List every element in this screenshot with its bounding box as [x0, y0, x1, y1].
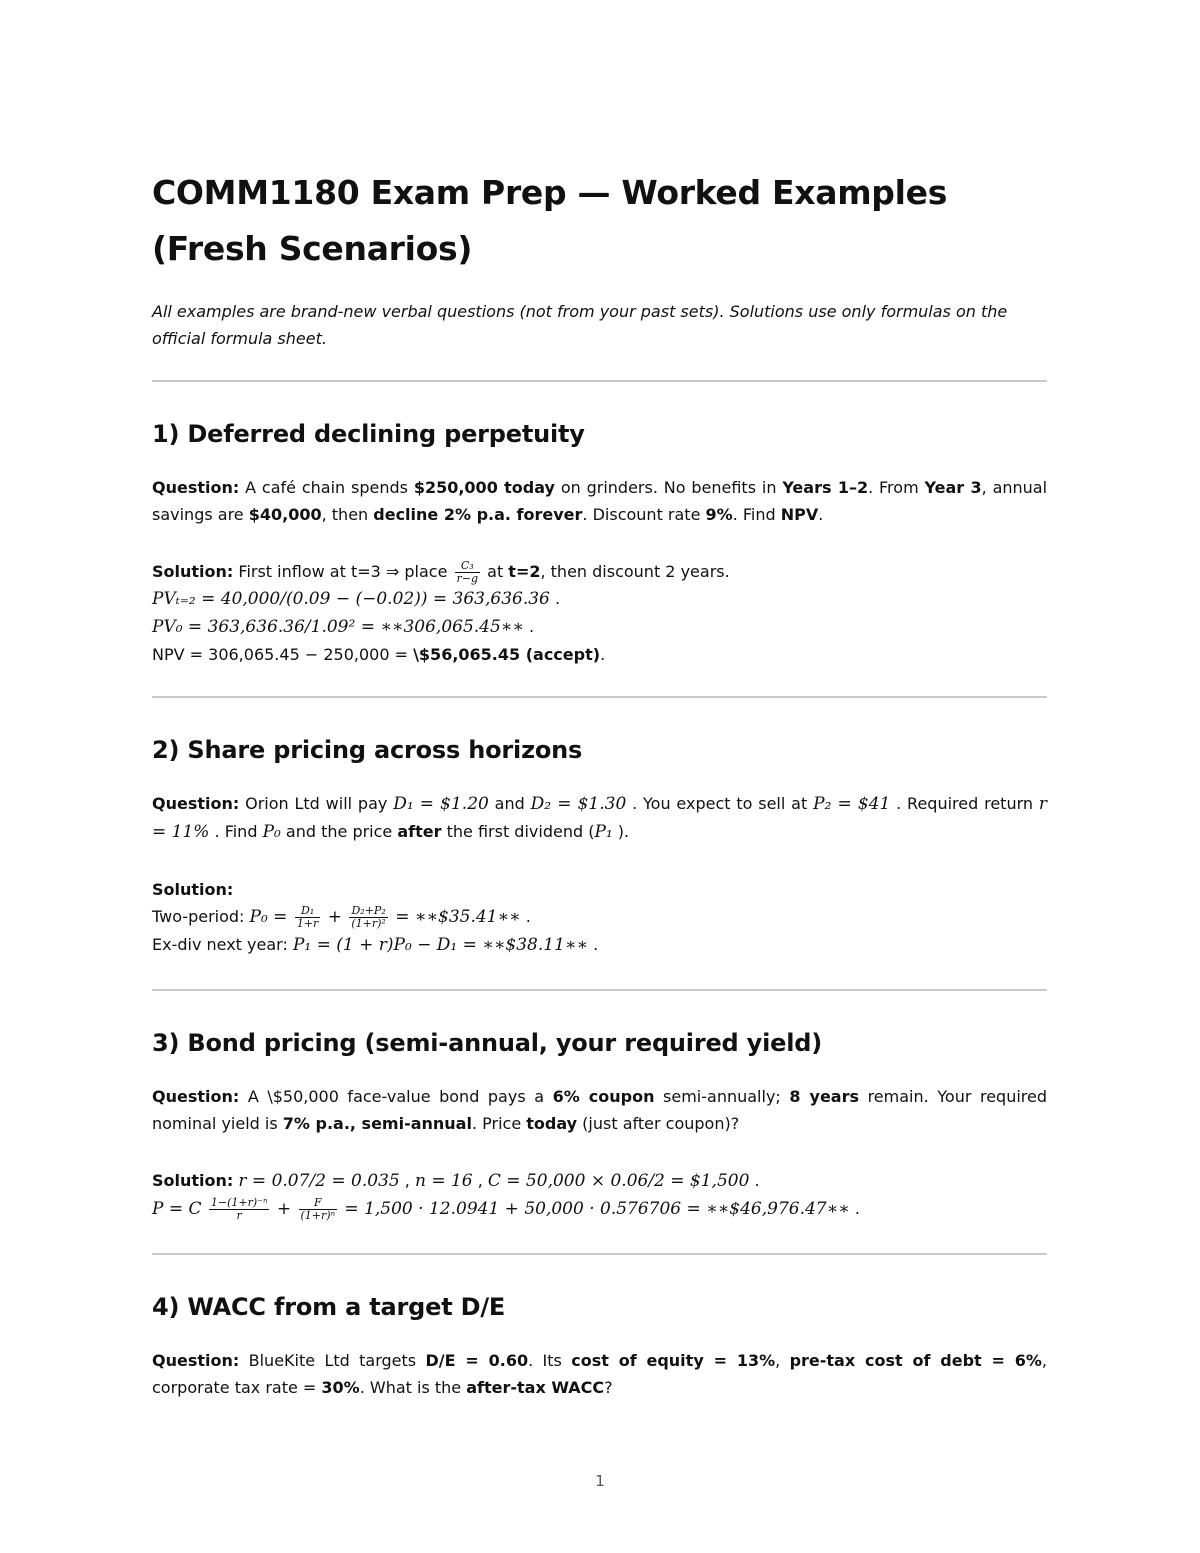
section-heading: 2) Share pricing across horizons	[152, 736, 583, 764]
equation-line: Ex-div next year: P₁ = (1 + r)P₀ − D₁ = ∗∗$38.11∗∗ .	[152, 935, 599, 955]
equation-line: Two-period: P₀ = $\frac{\text{D₁}}{1+r}$ + $\frac{\text{D₂+P₂}}{\text{(1+r)²}}$ = ∗∗$35.41∗∗ .	[152, 904, 531, 930]
section-heading: 4) WACC from a target D/E	[152, 1293, 506, 1321]
npv-line: NPV = 306,065.45 − 250,000 = \$56,065.45 (accept).	[152, 645, 606, 664]
section-heading: 1) Deferred declining perpetuity	[152, 420, 585, 448]
solution-label: Solution:	[152, 880, 234, 899]
divider	[152, 380, 1047, 382]
question-paragraph: Question: A café chain spends $250,000 today on grinders. No benefits in Years 1–2. From Year 3, annual savings are $40,000, then decline 2% p.a. forever. Discount rate 9%. Find NPV.	[152, 478, 1048, 524]
question-paragraph: Question: A \$50,000 face-value bond pays a 6% coupon semi-annually; 8 years remain. Your required nominal yield is 7% p.a., semi-annual. Price today (just after coupon)?	[152, 1087, 1048, 1133]
page-number: 1	[595, 1472, 605, 1490]
question-paragraph: Question: Orion Ltd will pay D₁ = $1.20 and D₂ = $1.30 . You expect to sell at P₂ = $41 . Required return r = 11% . Find P₀ and the price after the first dividend (P₁ ).	[152, 794, 1047, 842]
section-heading: 3) Bond pricing (semi-annual, your required yield)	[152, 1029, 823, 1057]
document-subtitle: All examples are brand-new verbal questions (not from your past sets). Solutions use only formulas on the official formula sheet.	[152, 302, 1008, 348]
question-paragraph: Question: BlueKite Ltd targets D/E = 0.60. Its cost of equity = 13%, pre-tax cost of debt = 6%, corporate tax rate = 30%. What is the after-tax WACC?	[152, 1351, 1048, 1397]
solution-line: Solution: First inflow at t=3 ⇒ place $\frac{\text{C₃}}{r-g}$ at t=2, then discount 2 years.	[152, 559, 730, 585]
equation-line: P = C $\frac{\text{1−(1+r)⁻ⁿ}}{r}$ + $\frac{F}{\text{(1+r)ⁿ}}$ = 1,500 · 12.0941 + 50,000 · 0.576706 = ∗∗$46,976.47∗∗ .	[152, 1196, 860, 1222]
section-3	[152, 1027, 1047, 1223]
fraction: $\frac{\text{D₂+P₂}}{\text{(1+r)²}}$	[351, 904, 386, 930]
equation-line: PVₜ₌₂ = 40,000/(0.09 − (−0.02)) = 363,636.36 .	[152, 589, 561, 609]
section-2	[152, 734, 1047, 959]
divider	[152, 989, 1047, 991]
fraction: $\frac{\text{D₁}}{1+r}$	[296, 904, 319, 930]
fraction: $\frac{\text{C₃}}{r-g}$	[456, 559, 479, 585]
divider	[152, 696, 1047, 698]
document-title: COMM1180 Exam Prep — Worked Examples (Fresh Scenarios)	[152, 173, 948, 268]
section-4	[152, 1291, 1047, 1401]
fraction: $\frac{\text{1−(1+r)⁻ⁿ}}{r}$	[210, 1196, 268, 1222]
document-page	[152, 165, 1047, 1401]
solution-line: Solution: r = 0.07/2 = 0.035 , n = 16 , C = 50,000 × 0.06/2 = $1,500 .	[152, 1171, 760, 1191]
equation-line: PV₀ = 363,636.36/1.09² = ∗∗306,065.45∗∗ .	[152, 617, 535, 637]
section-1	[152, 418, 1047, 668]
divider	[152, 1253, 1047, 1255]
fraction: $\frac{F}{\text{(1+r)ⁿ}}$	[300, 1196, 336, 1222]
